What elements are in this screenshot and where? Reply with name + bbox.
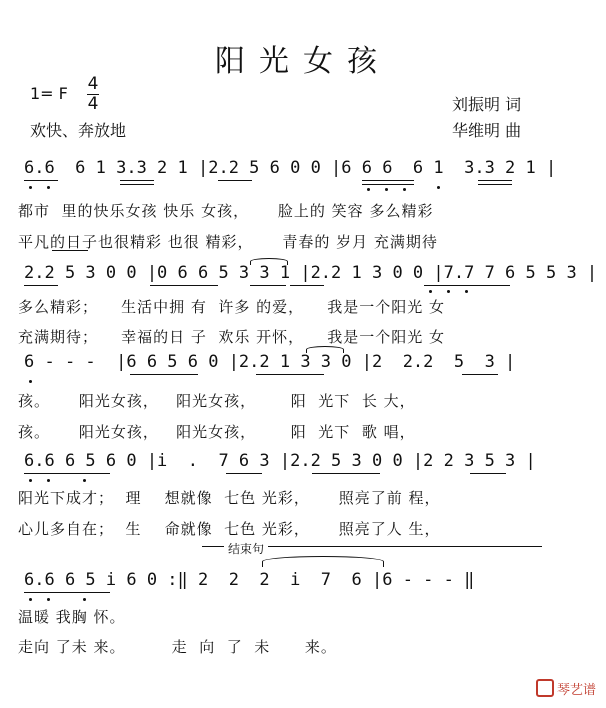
- lyric-verse1-line1: 都市 里的快乐女孩 快乐 女孩， 脸上的 笑容 多么精彩: [18, 202, 434, 220]
- slur: [262, 556, 384, 567]
- octave-dot: [29, 479, 32, 482]
- beam: [130, 374, 198, 375]
- octave-dot: [83, 598, 86, 601]
- notation-line-4: 6.6 6 5 6 0 |i . 7 6 3 |2.2 5 3 0 0 |2 2 3 5 3 |: [24, 451, 536, 471]
- octave-dot: [47, 186, 50, 189]
- beam: [256, 374, 324, 375]
- beam: [312, 473, 380, 474]
- lyric-verse2-line5: 走向 了未 来。 走 向 了 未 来。: [18, 638, 337, 656]
- lyric-underline: [52, 250, 88, 251]
- slur: [250, 258, 288, 265]
- notation-line-1: 6.6 6 1 3.3 2 1 |2.2 5 6 0 0 |6 6 6 6 1 3.3 2 1 |: [24, 158, 557, 178]
- lyric-verse2-line1: 平凡的日子也很精彩 也很 精彩， 青春的 岁月 充满期待: [18, 233, 438, 251]
- octave-dot: [29, 380, 32, 383]
- song-title: 阳光女孩: [215, 44, 391, 79]
- beam: [478, 180, 512, 181]
- beam: [424, 285, 510, 286]
- lyric-verse2-line4: 心儿多自在； 生 命就像 七色 光彩， 照亮了人 生，: [18, 520, 441, 538]
- beam: [362, 180, 414, 181]
- key-signature: 1= F: [30, 84, 68, 103]
- composer-credit: 华维明 曲: [452, 121, 522, 140]
- octave-dot: [29, 186, 32, 189]
- octave-dot: [403, 188, 406, 191]
- beam: [120, 184, 154, 185]
- beam: [24, 285, 58, 286]
- notation-line-5: 6.6 6 5 i 6 0 :‖ 2 2 2 i 7 6 |6 - - - ‖: [24, 570, 475, 590]
- octave-dot: [47, 598, 50, 601]
- beam: [120, 180, 154, 181]
- lyricist-credit: 刘振明 词: [452, 95, 522, 114]
- lyric-verse1-line2: 多么精彩； 生活中拥 有 许多 的爱， 我是一个阳光 女: [18, 298, 445, 316]
- beam: [150, 285, 218, 286]
- beam: [290, 285, 324, 286]
- lyric-verse1-line4: 阳光下成才； 理 想就像 七色 光彩， 照亮了前 程，: [18, 489, 441, 507]
- logo-icon: [536, 679, 554, 697]
- time-signature-bottom: 4: [87, 94, 99, 114]
- beam: [462, 374, 498, 375]
- lyric-verse2-line2: 充满期待； 幸福的日 子 欢乐 开怀， 我是一个阳光 女: [18, 328, 445, 346]
- watermark: 琴艺谱: [536, 679, 596, 698]
- octave-dot: [429, 290, 432, 293]
- octave-dot: [367, 188, 370, 191]
- lyric-verse1-line3: 孩。 阳光女孩， 阳光女孩， 阳 光下 长 大，: [18, 392, 416, 410]
- octave-dot: [385, 188, 388, 191]
- beam: [470, 473, 506, 474]
- octave-dot: [83, 479, 86, 482]
- beam: [226, 473, 262, 474]
- octave-dot: [465, 290, 468, 293]
- notation-line-3: 6 - - - |6 6 5 6 0 |2.2 1 3 3 0 |2 2.2 5 3 |: [24, 352, 516, 372]
- notation-line-2: 2.2 5 3 0 0 |0 6 6 5 3 3 1 |2.2 1 3 0 0 |7.7 7 6 5 5 3 |: [24, 263, 598, 283]
- time-signature-top: 4: [87, 74, 99, 94]
- tempo-marking: 欢快、奔放地: [30, 121, 127, 140]
- beam: [24, 592, 110, 593]
- octave-dot: [437, 186, 440, 189]
- lyric-verse2-line3: 孩。 阳光女孩， 阳光女孩， 阳 光下 歌 唱，: [18, 423, 416, 441]
- beam: [24, 473, 110, 474]
- coda-label: 结束句: [224, 540, 268, 557]
- octave-dot: [447, 290, 450, 293]
- octave-dot: [29, 598, 32, 601]
- slur: [306, 346, 344, 353]
- octave-dot: [47, 479, 50, 482]
- lyric-verse1-line5: 温暖 我胸 怀。: [18, 608, 126, 626]
- beam: [24, 180, 58, 181]
- beam: [362, 184, 414, 185]
- beam: [218, 180, 252, 181]
- beam: [250, 285, 286, 286]
- beam: [478, 184, 512, 185]
